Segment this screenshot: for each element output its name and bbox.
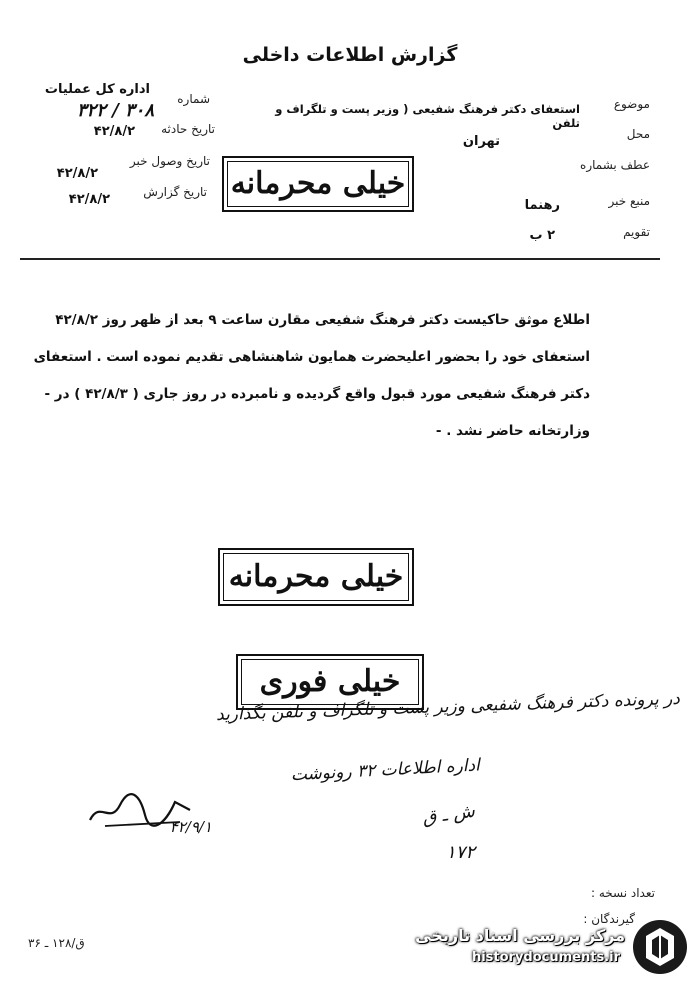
source-label: منبع خبر	[608, 194, 650, 208]
body-line-4: وزارتخانه حاضر نشد . -	[435, 423, 590, 439]
watermark-url: historydocuments.ir	[471, 950, 620, 965]
report-date-value: ۴۲/۸/۲	[68, 192, 110, 207]
incident-date-value: ۴۲/۸/۲	[93, 124, 135, 139]
number-label: شماره	[177, 92, 210, 106]
header-divider	[20, 258, 660, 260]
evaluation-label: تقویم	[623, 225, 650, 239]
body-line-3: دکتر فرهنگ شفیعی مورد قبول واقع گردیده و نامبرده در روز جاری ( ۴۲/۸/۳ ) در -	[44, 386, 590, 402]
receipt-date-label: تاریخ وصول خبر	[129, 154, 210, 168]
report-date-label: تاریخ گزارش	[143, 185, 207, 199]
subject-value: استعفای دکتر فرهنگ شفیعی ( وزیر پست و تلگراف و تلفن	[275, 102, 580, 130]
handwritten-note-3: ش ـ ق	[421, 800, 477, 829]
watermark-logo-icon	[630, 918, 690, 976]
number-value: ۳۲۲ / ۳۰۸	[76, 100, 154, 121]
handwritten-note-4: ۱۷۲	[445, 842, 475, 863]
handwritten-date: ۴۲/۹/۱	[169, 818, 212, 836]
report-title: گزارش اطلاعات داخلی	[242, 44, 458, 66]
source-value: رهنما	[524, 198, 560, 213]
subject-label: موضوع	[613, 97, 650, 111]
body-line-1: اطلاع موثق حاکیست دکتر فرهنگ شفیعی مقارن ساعت ۹ بعد از ظهر روز ۴۲/۸/۲	[55, 312, 590, 328]
body-line-2: استعفای خود را بحضور اعلیحضرت همایون شاهنشاهی تقدیم نموده است . استعفای	[33, 349, 590, 365]
watermark-name: مرکز بررسی اسناد تاریخی	[415, 926, 625, 945]
receipt-date-value: ۴۲/۸/۲	[56, 166, 98, 181]
top-secret-stamp-2: خیلی محرمانه	[218, 548, 414, 606]
form-code: ق/۱۲۸ ـ ۳۶	[28, 936, 85, 950]
signature-scribble	[85, 790, 195, 830]
recipients-label: گیرندگان :	[583, 912, 635, 926]
evaluation-value: ۲ ب	[529, 228, 555, 243]
handwritten-note-2: اداره اطلاعات ۳۲ رونوشت	[290, 755, 481, 786]
very-urgent-stamp: خیلی فوری	[236, 654, 424, 710]
top-secret-stamp: خیلی محرمانه	[222, 156, 414, 212]
incident-date-label: تاریخ حادثه	[161, 122, 215, 136]
location-label: محل	[626, 127, 650, 141]
number-office: اداره کل عملیات	[44, 82, 150, 97]
location-value: تهران	[462, 134, 500, 149]
handwritten-note-1: در پرونده دکتر فرهنگ شفیعی وزیر پست و تلگراف و تلفن بگذارید	[215, 688, 681, 726]
copies-label: تعداد نسخه :	[590, 886, 655, 900]
reference-label: عطف بشماره	[580, 158, 650, 172]
